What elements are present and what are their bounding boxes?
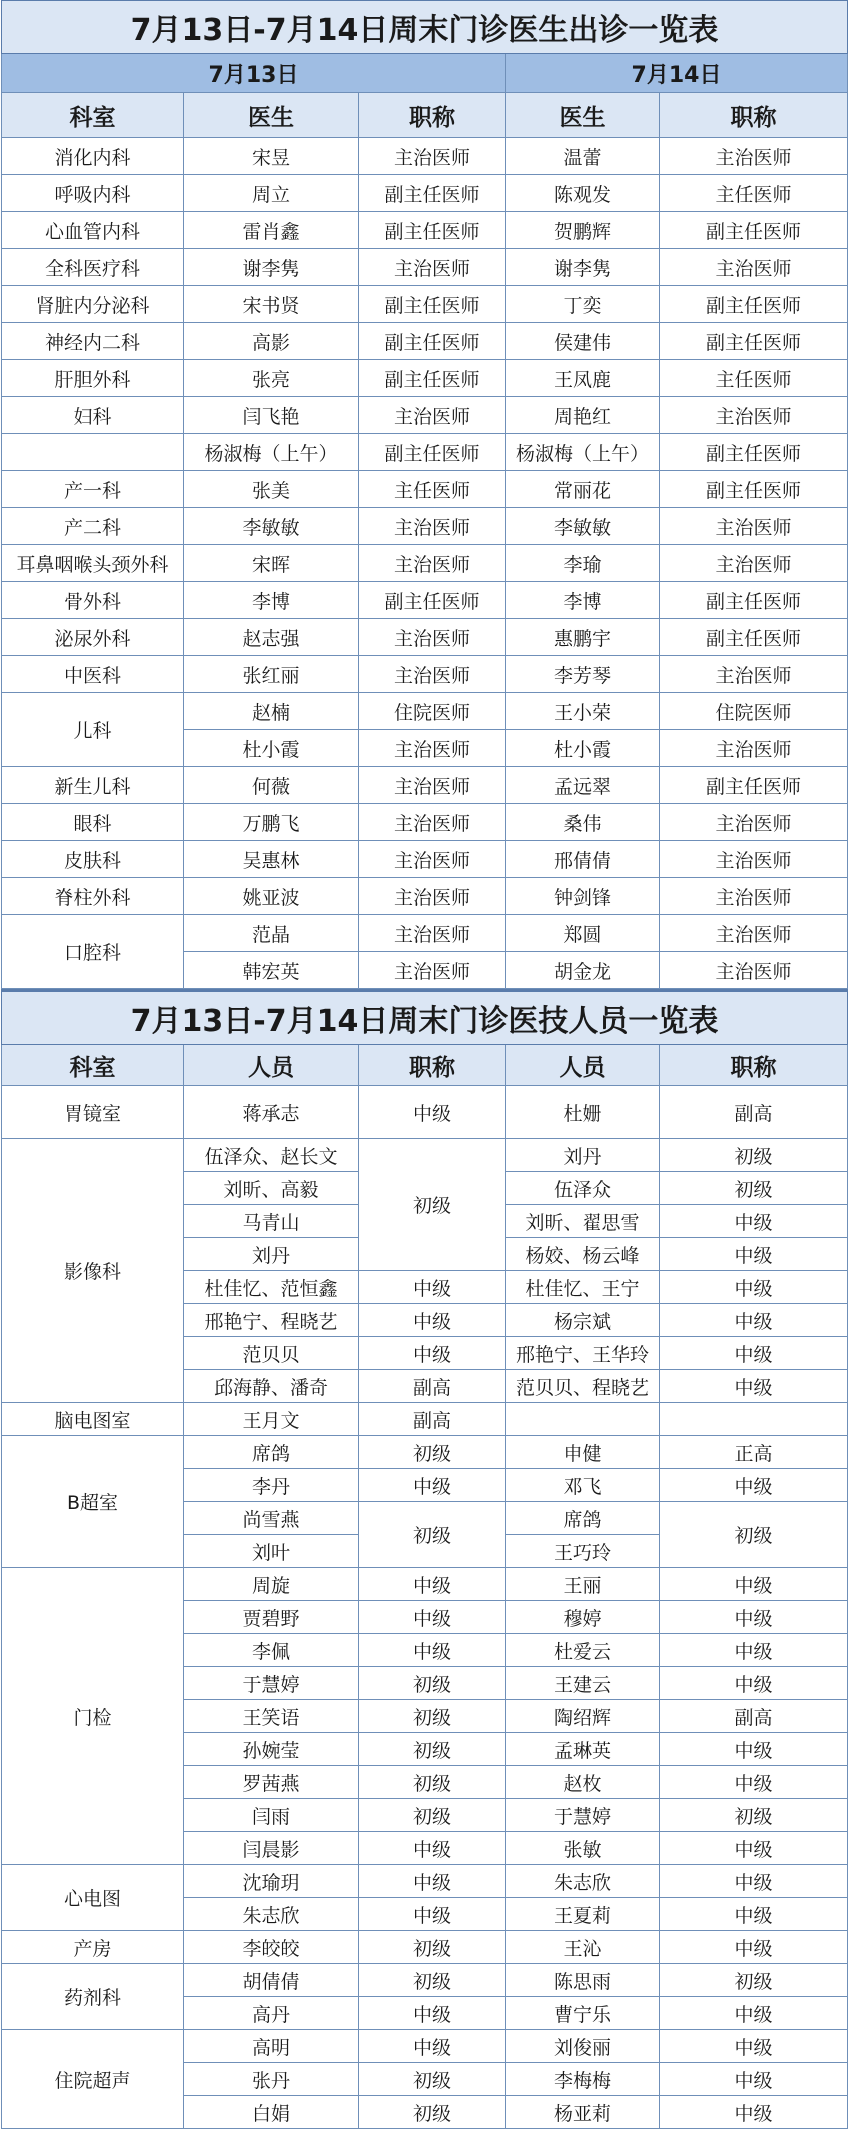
staff-cell-day2: 李敏敏 <box>506 508 660 545</box>
staff-cell-day1: 于慧婷 <box>184 1667 359 1700</box>
table-row <box>2 397 848 434</box>
staff-cell-day1: 雷肖鑫 <box>184 212 359 249</box>
dept-cell: 妇科 <box>2 397 184 434</box>
title-cell-day1: 副高 <box>359 1403 506 1436</box>
table-row <box>2 804 848 841</box>
table-row <box>2 323 848 360</box>
dept-cell: 全科医疗科 <box>2 249 184 286</box>
title-cell-day1: 初级 <box>359 1964 506 1997</box>
staff-cell-day1: 李佩 <box>184 1634 359 1667</box>
title-cell-day1: 主治医师 <box>359 397 506 434</box>
table-row <box>2 582 848 619</box>
staff-cell-day1: 贾碧野 <box>184 1601 359 1634</box>
title-cell-day2: 副主任医师 <box>660 286 848 323</box>
dept-cell: 肾脏内分泌科 <box>2 286 184 323</box>
title-cell-day1: 副主任医师 <box>359 360 506 397</box>
col-header-title1: 职称 <box>359 1045 506 1086</box>
col-header-doctor1: 医生 <box>184 93 359 138</box>
staff-cell-day2: 邢艳宁、王华玲 <box>506 1337 660 1370</box>
staff-cell-day2: 周艳红 <box>506 397 660 434</box>
staff-cell-day2: 杨姣、杨云峰 <box>506 1238 660 1271</box>
dept-cell: 脊柱外科 <box>2 878 184 915</box>
title-cell-day2: 中级 <box>660 1931 848 1964</box>
table-row <box>2 1139 848 1172</box>
title-cell-day1: 中级 <box>359 1568 506 1601</box>
staff-cell-day1: 杨淑梅（上午） <box>184 434 359 471</box>
table-row <box>2 1568 848 1601</box>
staff-cell-day2: 王沁 <box>506 1931 660 1964</box>
title-cell-day2: 中级 <box>660 2063 848 2096</box>
staff-cell-day2 <box>506 1403 660 1436</box>
staff-cell-day1: 李丹 <box>184 1469 359 1502</box>
title-cell-day2: 住院医师 <box>660 693 848 730</box>
table-row <box>2 212 848 249</box>
title-cell-day2: 正高 <box>660 1436 848 1469</box>
staff-cell-day1: 罗茜燕 <box>184 1766 359 1799</box>
staff-cell-day2: 李瑜 <box>506 545 660 582</box>
title-cell-day2: 副高 <box>660 1086 848 1139</box>
title-cell-day2: 主治医师 <box>660 138 848 175</box>
title-cell-day2: 中级 <box>660 1733 848 1766</box>
title-cell-day2: 主治医师 <box>660 545 848 582</box>
table-row <box>2 841 848 878</box>
title-cell-day2: 初级 <box>660 1964 848 1997</box>
title-cell-day1: 主任医师 <box>359 471 506 508</box>
title-cell-day2: 主治医师 <box>660 249 848 286</box>
staff-cell-day2: 申健 <box>506 1436 660 1469</box>
title-cell-day1: 初级 <box>359 2096 506 2129</box>
title-cell-day1: 初级 <box>359 2063 506 2096</box>
table-row <box>2 545 848 582</box>
table-row <box>2 508 848 545</box>
staff-cell-day2: 王小荣 <box>506 693 660 730</box>
staff-cell-day2: 张敏 <box>506 1832 660 1865</box>
staff-cell-day1: 李敏敏 <box>184 508 359 545</box>
staff-cell-day2: 杜姗 <box>506 1086 660 1139</box>
staff-cell-day1: 王笑语 <box>184 1700 359 1733</box>
table-row <box>2 656 848 693</box>
table-row <box>2 1865 848 1898</box>
staff-cell-day2: 陈观发 <box>506 175 660 212</box>
dept-cell: 神经内二科 <box>2 323 184 360</box>
staff-cell-day2: 李芳琴 <box>506 656 660 693</box>
title-cell-day2: 中级 <box>660 1271 848 1304</box>
title-cell-day1: 副主任医师 <box>359 212 506 249</box>
title-cell-day2: 初级 <box>660 1502 848 1568</box>
title-cell-day2: 主任医师 <box>660 175 848 212</box>
staff-cell-day1: 李博 <box>184 582 359 619</box>
staff-cell-day2: 郑圆 <box>506 915 660 952</box>
doctor-schedule-table <box>1 0 848 989</box>
title-cell-day2: 中级 <box>660 1766 848 1799</box>
staff-cell-day2: 胡金龙 <box>506 952 660 989</box>
staff-cell-day1: 邱海静、潘奇 <box>184 1370 359 1403</box>
title-cell-day2: 副主任医师 <box>660 582 848 619</box>
title-cell-day2: 中级 <box>660 1667 848 1700</box>
title-cell-day1: 初级 <box>359 1799 506 1832</box>
staff-cell-day1: 周立 <box>184 175 359 212</box>
staff-cell-day2: 王夏莉 <box>506 1898 660 1931</box>
title-cell-day1: 中级 <box>359 1469 506 1502</box>
staff-cell-day2: 穆婷 <box>506 1601 660 1634</box>
title-cell-day1: 中级 <box>359 1271 506 1304</box>
staff-cell-day1: 李皎皎 <box>184 1931 359 1964</box>
staff-cell-day1: 刘叶 <box>184 1535 359 1568</box>
staff-cell-day2: 范贝贝、程晓艺 <box>506 1370 660 1403</box>
staff-cell-day1: 席鸽 <box>184 1436 359 1469</box>
staff-cell-day2: 惠鹏宇 <box>506 619 660 656</box>
table-row <box>2 249 848 286</box>
dept-cell: 新生儿科 <box>2 767 184 804</box>
title-cell-day1: 中级 <box>359 2030 506 2063</box>
staff-cell-day1: 朱志欣 <box>184 1898 359 1931</box>
staff-cell-day2: 席鸽 <box>506 1502 660 1535</box>
title-cell-day2: 中级 <box>660 2030 848 2063</box>
title-cell-day1: 中级 <box>359 1997 506 2030</box>
dept-cell: 眼科 <box>2 804 184 841</box>
date2-header: 7月14日 <box>506 54 848 93</box>
staff-cell-day1: 周旋 <box>184 1568 359 1601</box>
staff-cell-day1: 吴惠林 <box>184 841 359 878</box>
staff-cell-day2: 桑伟 <box>506 804 660 841</box>
table1-title: 7月13日-7月14日周末门诊医生出诊一览表 <box>2 1 848 54</box>
staff-cell-day1: 孙婉莹 <box>184 1733 359 1766</box>
staff-cell-day2: 杨宗斌 <box>506 1304 660 1337</box>
title-cell-day2: 初级 <box>660 1799 848 1832</box>
staff-cell-day1: 高明 <box>184 2030 359 2063</box>
staff-cell-day1: 马青山 <box>184 1205 359 1238</box>
title-cell-day2: 中级 <box>660 1370 848 1403</box>
dept-cell: 产二科 <box>2 508 184 545</box>
title-cell-day2: 中级 <box>660 1865 848 1898</box>
title-cell-day2: 副主任医师 <box>660 434 848 471</box>
table-row <box>2 434 848 471</box>
title-cell-day1: 初级 <box>359 1733 506 1766</box>
col-header-staff2: 人员 <box>506 1045 660 1086</box>
staff-cell-day1: 邢艳宁、程晓艺 <box>184 1304 359 1337</box>
title-cell-day1: 中级 <box>359 1337 506 1370</box>
dept-cell: 产一科 <box>2 471 184 508</box>
staff-cell-day2: 李梅梅 <box>506 2063 660 2096</box>
table-row <box>2 693 848 730</box>
dept-cell: 消化内科 <box>2 138 184 175</box>
title-cell-day1: 初级 <box>359 1667 506 1700</box>
staff-cell-day2: 贺鹏辉 <box>506 212 660 249</box>
title-cell-day1: 中级 <box>359 1865 506 1898</box>
technician-schedule-table <box>1 989 848 2129</box>
title-cell-day2: 中级 <box>660 1304 848 1337</box>
staff-cell-day2: 杜小霞 <box>506 730 660 767</box>
dept-cell: 呼吸内科 <box>2 175 184 212</box>
col-header-title2: 职称 <box>660 1045 848 1086</box>
staff-cell-day1: 张亮 <box>184 360 359 397</box>
staff-cell-day1: 沈瑜玥 <box>184 1865 359 1898</box>
title-cell-day1: 初级 <box>359 1766 506 1799</box>
title-cell-day1: 中级 <box>359 1601 506 1634</box>
title-cell-day2: 中级 <box>660 1205 848 1238</box>
dept-cell: 住院超声 <box>2 2030 184 2129</box>
staff-cell-day2: 孟远翠 <box>506 767 660 804</box>
title-cell-day2: 副主任医师 <box>660 212 848 249</box>
title-cell-day2: 副主任医师 <box>660 471 848 508</box>
title-cell-day1: 初级 <box>359 1436 506 1469</box>
staff-cell-day1: 张美 <box>184 471 359 508</box>
table-row <box>2 619 848 656</box>
title-cell-day1: 初级 <box>359 1139 506 1271</box>
title-cell-day2: 中级 <box>660 1997 848 2030</box>
staff-cell-day2: 杜佳忆、王宁 <box>506 1271 660 1304</box>
title-cell-day2: 中级 <box>660 1634 848 1667</box>
title-cell-day2: 主治医师 <box>660 804 848 841</box>
staff-cell-day2: 刘俊丽 <box>506 2030 660 2063</box>
staff-cell-day2: 丁奕 <box>506 286 660 323</box>
dept-cell: B超室 <box>2 1436 184 1568</box>
staff-cell-day1: 王月文 <box>184 1403 359 1436</box>
staff-cell-day2: 孟琳英 <box>506 1733 660 1766</box>
title-cell-day2: 主治医师 <box>660 508 848 545</box>
staff-cell-day1: 蒋承志 <box>184 1086 359 1139</box>
title-cell-day2 <box>660 1403 848 1436</box>
title-cell-day2: 中级 <box>660 1469 848 1502</box>
col-header-dept: 科室 <box>2 1045 184 1086</box>
title-cell-day1: 主治医师 <box>359 138 506 175</box>
title-cell-day2: 副主任医师 <box>660 323 848 360</box>
title-cell-day1: 住院医师 <box>359 693 506 730</box>
table-row <box>2 767 848 804</box>
staff-cell-day2: 赵枚 <box>506 1766 660 1799</box>
staff-cell-day2: 杨淑梅（上午） <box>506 434 660 471</box>
dept-cell: 心电图 <box>2 1865 184 1931</box>
staff-cell-day1: 刘昕、高毅 <box>184 1172 359 1205</box>
title-cell-day1: 主治医师 <box>359 249 506 286</box>
title-cell-day2: 中级 <box>660 2096 848 2129</box>
title-cell-day1: 主治医师 <box>359 841 506 878</box>
staff-cell-day2: 温蕾 <box>506 138 660 175</box>
title-cell-day1: 主治医师 <box>359 952 506 989</box>
table-row <box>2 1403 848 1436</box>
title-cell-day1: 副主任医师 <box>359 582 506 619</box>
title-cell-day1: 中级 <box>359 1304 506 1337</box>
table-row <box>2 878 848 915</box>
staff-cell-day2: 陶绍辉 <box>506 1700 660 1733</box>
title-cell-day1: 中级 <box>359 1832 506 1865</box>
staff-cell-day1: 宋晖 <box>184 545 359 582</box>
title-cell-day2: 初级 <box>660 1172 848 1205</box>
title-cell-day1: 副主任医师 <box>359 286 506 323</box>
staff-cell-day1: 高影 <box>184 323 359 360</box>
table-row <box>2 286 848 323</box>
title-cell-day1: 主治医师 <box>359 915 506 952</box>
title-cell-day2: 主任医师 <box>660 360 848 397</box>
staff-cell-day1: 谢李隽 <box>184 249 359 286</box>
staff-cell-day2: 常丽花 <box>506 471 660 508</box>
title-cell-day1: 初级 <box>359 1931 506 1964</box>
title-cell-day1: 主治医师 <box>359 656 506 693</box>
staff-cell-day1: 尚雪燕 <box>184 1502 359 1535</box>
title-cell-day2: 中级 <box>660 1337 848 1370</box>
staff-cell-day1: 张红丽 <box>184 656 359 693</box>
col-header-doctor2: 医生 <box>506 93 660 138</box>
title-cell-day2: 中级 <box>660 1832 848 1865</box>
title-cell-day1: 主治医师 <box>359 619 506 656</box>
staff-cell-day1: 赵楠 <box>184 693 359 730</box>
dept-cell: 骨外科 <box>2 582 184 619</box>
title-cell-day2: 副主任医师 <box>660 619 848 656</box>
dept-cell: 泌尿外科 <box>2 619 184 656</box>
table-row <box>2 138 848 175</box>
staff-cell-day2: 朱志欣 <box>506 1865 660 1898</box>
table-row <box>2 1436 848 1469</box>
dept-cell: 中医科 <box>2 656 184 693</box>
staff-cell-day2: 钟剑锋 <box>506 878 660 915</box>
col-header-dept: 科室 <box>2 93 184 138</box>
table-row <box>2 1086 848 1139</box>
staff-cell-day1: 胡倩倩 <box>184 1964 359 1997</box>
staff-cell-day1: 刘丹 <box>184 1238 359 1271</box>
title-cell-day2: 主治医师 <box>660 878 848 915</box>
dept-cell: 心血管内科 <box>2 212 184 249</box>
dept-cell: 门检 <box>2 1568 184 1865</box>
dept-cell: 耳鼻咽喉头颈外科 <box>2 545 184 582</box>
staff-cell-day1: 何薇 <box>184 767 359 804</box>
dept-cell: 儿科 <box>2 693 184 767</box>
col-header-staff1: 人员 <box>184 1045 359 1086</box>
staff-cell-day2: 刘昕、翟思雪 <box>506 1205 660 1238</box>
dept-cell: 产房 <box>2 1931 184 1964</box>
staff-cell-day1: 赵志强 <box>184 619 359 656</box>
dept-cell <box>2 434 184 471</box>
staff-cell-day1: 闫飞艳 <box>184 397 359 434</box>
staff-cell-day2: 王巧玲 <box>506 1535 660 1568</box>
dept-cell: 胃镜室 <box>2 1086 184 1139</box>
staff-cell-day1: 伍泽众、赵长文 <box>184 1139 359 1172</box>
staff-cell-day1: 姚亚波 <box>184 878 359 915</box>
title-cell-day2: 主治医师 <box>660 841 848 878</box>
title-cell-day2: 初级 <box>660 1139 848 1172</box>
staff-cell-day2: 陈思雨 <box>506 1964 660 1997</box>
title-cell-day2: 副高 <box>660 1700 848 1733</box>
table-row <box>2 2030 848 2063</box>
staff-cell-day1: 闫雨 <box>184 1799 359 1832</box>
table-row <box>2 360 848 397</box>
title-cell-day1: 主治医师 <box>359 767 506 804</box>
staff-cell-day1: 杜小霞 <box>184 730 359 767</box>
title-cell-day2: 中级 <box>660 1601 848 1634</box>
staff-cell-day2: 王丽 <box>506 1568 660 1601</box>
title-cell-day1: 主治医师 <box>359 508 506 545</box>
table-row <box>2 175 848 212</box>
col-header-title2: 职称 <box>660 93 848 138</box>
title-cell-day2: 主治医师 <box>660 397 848 434</box>
dept-cell: 皮肤科 <box>2 841 184 878</box>
staff-cell-day2: 王凤鹿 <box>506 360 660 397</box>
staff-cell-day2: 于慧婷 <box>506 1799 660 1832</box>
staff-cell-day1: 闫晨影 <box>184 1832 359 1865</box>
title-cell-day1: 主治医师 <box>359 804 506 841</box>
title-cell-day2: 中级 <box>660 1238 848 1271</box>
title-cell-day1: 主治医师 <box>359 878 506 915</box>
title-cell-day2: 主治医师 <box>660 656 848 693</box>
title-cell-day1: 副高 <box>359 1370 506 1403</box>
dept-cell: 口腔科 <box>2 915 184 989</box>
staff-cell-day1: 高丹 <box>184 1997 359 2030</box>
table-row <box>2 471 848 508</box>
title-cell-day1: 中级 <box>359 1634 506 1667</box>
title-cell-day2: 主治医师 <box>660 952 848 989</box>
staff-cell-day1: 范晶 <box>184 915 359 952</box>
table2-title: 7月13日-7月14日周末门诊医技人员一览表 <box>2 991 848 1045</box>
col-header-title1: 职称 <box>359 93 506 138</box>
title-cell-day2: 副主任医师 <box>660 767 848 804</box>
dept-cell: 肝胆外科 <box>2 360 184 397</box>
title-cell-day1: 中级 <box>359 1898 506 1931</box>
dept-cell: 药剂科 <box>2 1964 184 2030</box>
staff-cell-day2: 李博 <box>506 582 660 619</box>
title-cell-day2: 主治医师 <box>660 730 848 767</box>
staff-cell-day2: 伍泽众 <box>506 1172 660 1205</box>
date1-header: 7月13日 <box>2 54 506 93</box>
staff-cell-day1: 张丹 <box>184 2063 359 2096</box>
staff-cell-day2: 侯建伟 <box>506 323 660 360</box>
table-row <box>2 1931 848 1964</box>
staff-cell-day2: 邢倩倩 <box>506 841 660 878</box>
title-cell-day1: 主治医师 <box>359 545 506 582</box>
staff-cell-day2: 杨亚莉 <box>506 2096 660 2129</box>
title-cell-day2: 中级 <box>660 1898 848 1931</box>
title-cell-day1: 初级 <box>359 1502 506 1568</box>
staff-cell-day2: 刘丹 <box>506 1139 660 1172</box>
title-cell-day2: 中级 <box>660 1568 848 1601</box>
staff-cell-day2: 邓飞 <box>506 1469 660 1502</box>
title-cell-day1: 初级 <box>359 1700 506 1733</box>
title-cell-day1: 副主任医师 <box>359 175 506 212</box>
title-cell-day1: 中级 <box>359 1086 506 1139</box>
table-row <box>2 1964 848 1997</box>
title-cell-day2: 主治医师 <box>660 915 848 952</box>
staff-cell-day1: 宋昱 <box>184 138 359 175</box>
table-row <box>2 915 848 952</box>
title-cell-day1: 副主任医师 <box>359 434 506 471</box>
dept-cell: 影像科 <box>2 1139 184 1403</box>
staff-cell-day1: 杜佳忆、范恒鑫 <box>184 1271 359 1304</box>
staff-cell-day2: 王建云 <box>506 1667 660 1700</box>
staff-cell-day2: 谢李隽 <box>506 249 660 286</box>
staff-cell-day1: 白娟 <box>184 2096 359 2129</box>
staff-cell-day1: 韩宏英 <box>184 952 359 989</box>
dept-cell: 脑电图室 <box>2 1403 184 1436</box>
staff-cell-day2: 杜爱云 <box>506 1634 660 1667</box>
staff-cell-day1: 范贝贝 <box>184 1337 359 1370</box>
staff-cell-day2: 曹宁乐 <box>506 1997 660 2030</box>
staff-cell-day1: 宋书贤 <box>184 286 359 323</box>
staff-cell-day1: 万鹏飞 <box>184 804 359 841</box>
title-cell-day1: 主治医师 <box>359 730 506 767</box>
title-cell-day1: 副主任医师 <box>359 323 506 360</box>
